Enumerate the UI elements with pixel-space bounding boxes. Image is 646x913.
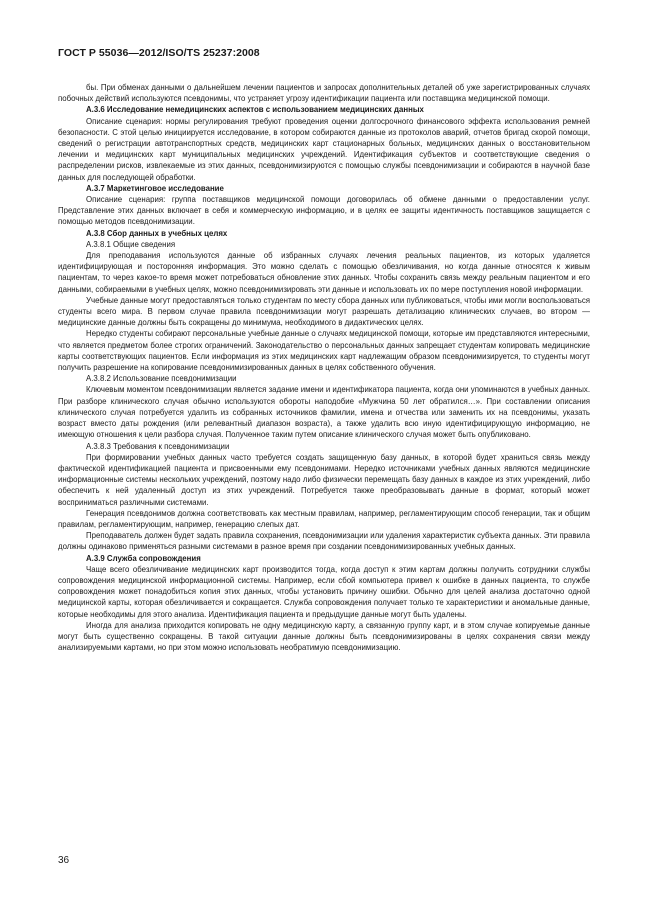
body-paragraph: Преподаватель должен будет задать правила сохранения, псевдонимизации или удаления характеристик субъекта данных. Эти правила должны одинаково применяться разными системами в разное время при создании псевдонимизированных учебных данных. (58, 531, 590, 552)
body-paragraph: Нередко студенты собирают персональные учебные данные о случаях медицинской помощи, которые им представляются интересными, что является предметом более строгих ограничений. Законодательство о персональных данных запрещает студентам копировать медицинские карты соответствующих пациентов. Если информация из этих медицинских карт надлежащим образом псевдонимизируется, то студенты могут получить разрешение на копирование псевдонимизированных данных в целях собственного обучения. (58, 329, 590, 373)
document-header: ГОСТ Р 55036—2012/ISO/TS 25237:2008 (58, 47, 260, 59)
section-heading: А.3.9 Служба сопровождения (86, 553, 201, 563)
section-heading: А.3.6 Исследование немедицинских аспектов с использованием медицинских данных (86, 105, 424, 115)
subsection-heading: А.3.8.3 Требования к псевдонимизации (86, 441, 230, 451)
body-paragraph: При формировании учебных данных часто требуется создать защищенную базу данных, в которой будет храниться связь между фактической идентификацией пациента и присвоенными ему псевдонимами. Нередко источниками учебных данных являются медицинские информационные системы нескольких учреждений, поэтому надо либо физически перемещать базу данных в каждое из этих учреждений, либо обеспечить к ней удаленный доступ из этих учреждений. Потребуется также преобразовывать данные в формат, который может восприниматься различными системами. (58, 452, 590, 507)
document-body (58, 82, 590, 653)
body-paragraph: бы. При обменах данными о дальнейшем лечении пациентов и запросах дополнительных деталей об уже зарегистрированных случаях побочных действий используются псевдонимы, что устраняет угрозу идентификации пациента или поставщика медицинской помощи. (58, 83, 590, 104)
body-paragraph: Иногда для анализа приходится копировать не одну медицинскую карту, а связанную группу карт, и в этом случае копируемые данные могут быть существенно сокращены. В такой ситуации данные должны быть псевдонимизированы в целях сохранения связи между анализируемыми картами, но при этом можно использовать необратимую псевдонимизацию. (58, 620, 590, 653)
body-paragraph: Описание сценария: группа поставщиков медицинской помощи договорилась об обмене данными о предоставлении услуг. Представление этих данных включает в себя и коммерческую информацию, и в целях ее защиты идентичность поставщиков защищается с помощью методов псевдонимизации. (58, 195, 590, 227)
body-paragraph: Для преподавания используются данные об избранных случаях лечения реальных пациентов, из которых удаляется идентифицирующая и посторонняя информация. Это можно сделать с помощью обезличивания, но когда данные относятся к живым пациентам, то через какое-то время может потребоваться обновление этих данных. Чтобы сохранить связь между реальным пациентом и его данными, собираемыми в учебных целях, можно псевдонимизировать эти данные и использовать их по мере поступления новой информации. (58, 251, 590, 294)
body-paragraph: Описание сценария: нормы регулирования требуют проведения оценки долгосрочного финансового эффекта использования ремней безопасности. С этой целью инициируется исследование, в котором собираются данные из протоколов аварий, отчетов бригад скорой помощи, сведений о регистрации автотранспортных средств, медицинских карт стационарных больных, медицинских данных о восстановительном лечении и медицинских карт муниципальных медицинских учреждений. Идентификация субъектов и соответствующие сведения о распределении рисков, извлекаемые из этих данных, псевдонимизируются с помощью службы псевдонимизации и собираются в научной базе данных для последующей обработки. (58, 116, 590, 182)
body-paragraph: Ключевым моментом псевдонимизации является задание имени и идентификатора пациента, когда они упоминаются в учебных данных. При разборе клинического случая обычно используются обороты наподобие «Мужчина 50 лет обратился…». При составлении описания клинического случая потребуется удалить из собранных источников фамилии, имена и отчества или заменить их на псевдонимы, указать возраст вместо даты рождения (или релевантный диапазон возраста), а также удалить всю иную идентифицирующую информацию, не имеющую отношения к цели разбора случая. Полученное таким путем описание клинического случая может быть опубликовано. (58, 385, 590, 440)
body-paragraph: Чаще всего обезличивание медицинских карт производится тогда, когда доступ к этим картам должны получить сотрудники службы сопровождения медицинской информационной системы. Например, если сбой компьютера привел к ошибке в данных пациента, то службе сопровождения может понадобиться копия этих данных, чтобы установить причину ошибки. Обычно для целей анализа достаточно одной медицинской карты, которая обезличивается и сокращается. Служба сопровождения получает только те характеристики и аномальные данные, которые необходимы для этого анализа. Идентификация пациента и предыдущие данные могут быть удалены. (58, 564, 590, 619)
page-number: 36 (58, 855, 70, 866)
body-paragraph: Учебные данные могут предоставляться только студентам по месту сбора данных или публиковаться, чтобы ими могли воспользоваться студенты всего мира. В первом случае правила псевдонимизации могут разрешать детализацию клинических случаев, во втором — медицинские данные должны быть сокращены до минимума, необходимого в дидактических целях. (58, 295, 590, 328)
subsection-heading: А.3.8.1 Общие сведения (86, 239, 176, 249)
subsection-heading: А.3.8.2 Использование псевдонимизации (86, 374, 237, 384)
section-heading: А.3.7 Маркетинговое исследование (86, 183, 224, 193)
section-heading: А.3.8 Сбор данных в учебных целях (86, 228, 228, 238)
body-paragraph: Генерация псевдонимов должна соответствовать как местным правилам, например, регламентирующим способ генерации, так и общим правилам, регламентирующим, например, генерацию слепых дат. (58, 508, 590, 529)
